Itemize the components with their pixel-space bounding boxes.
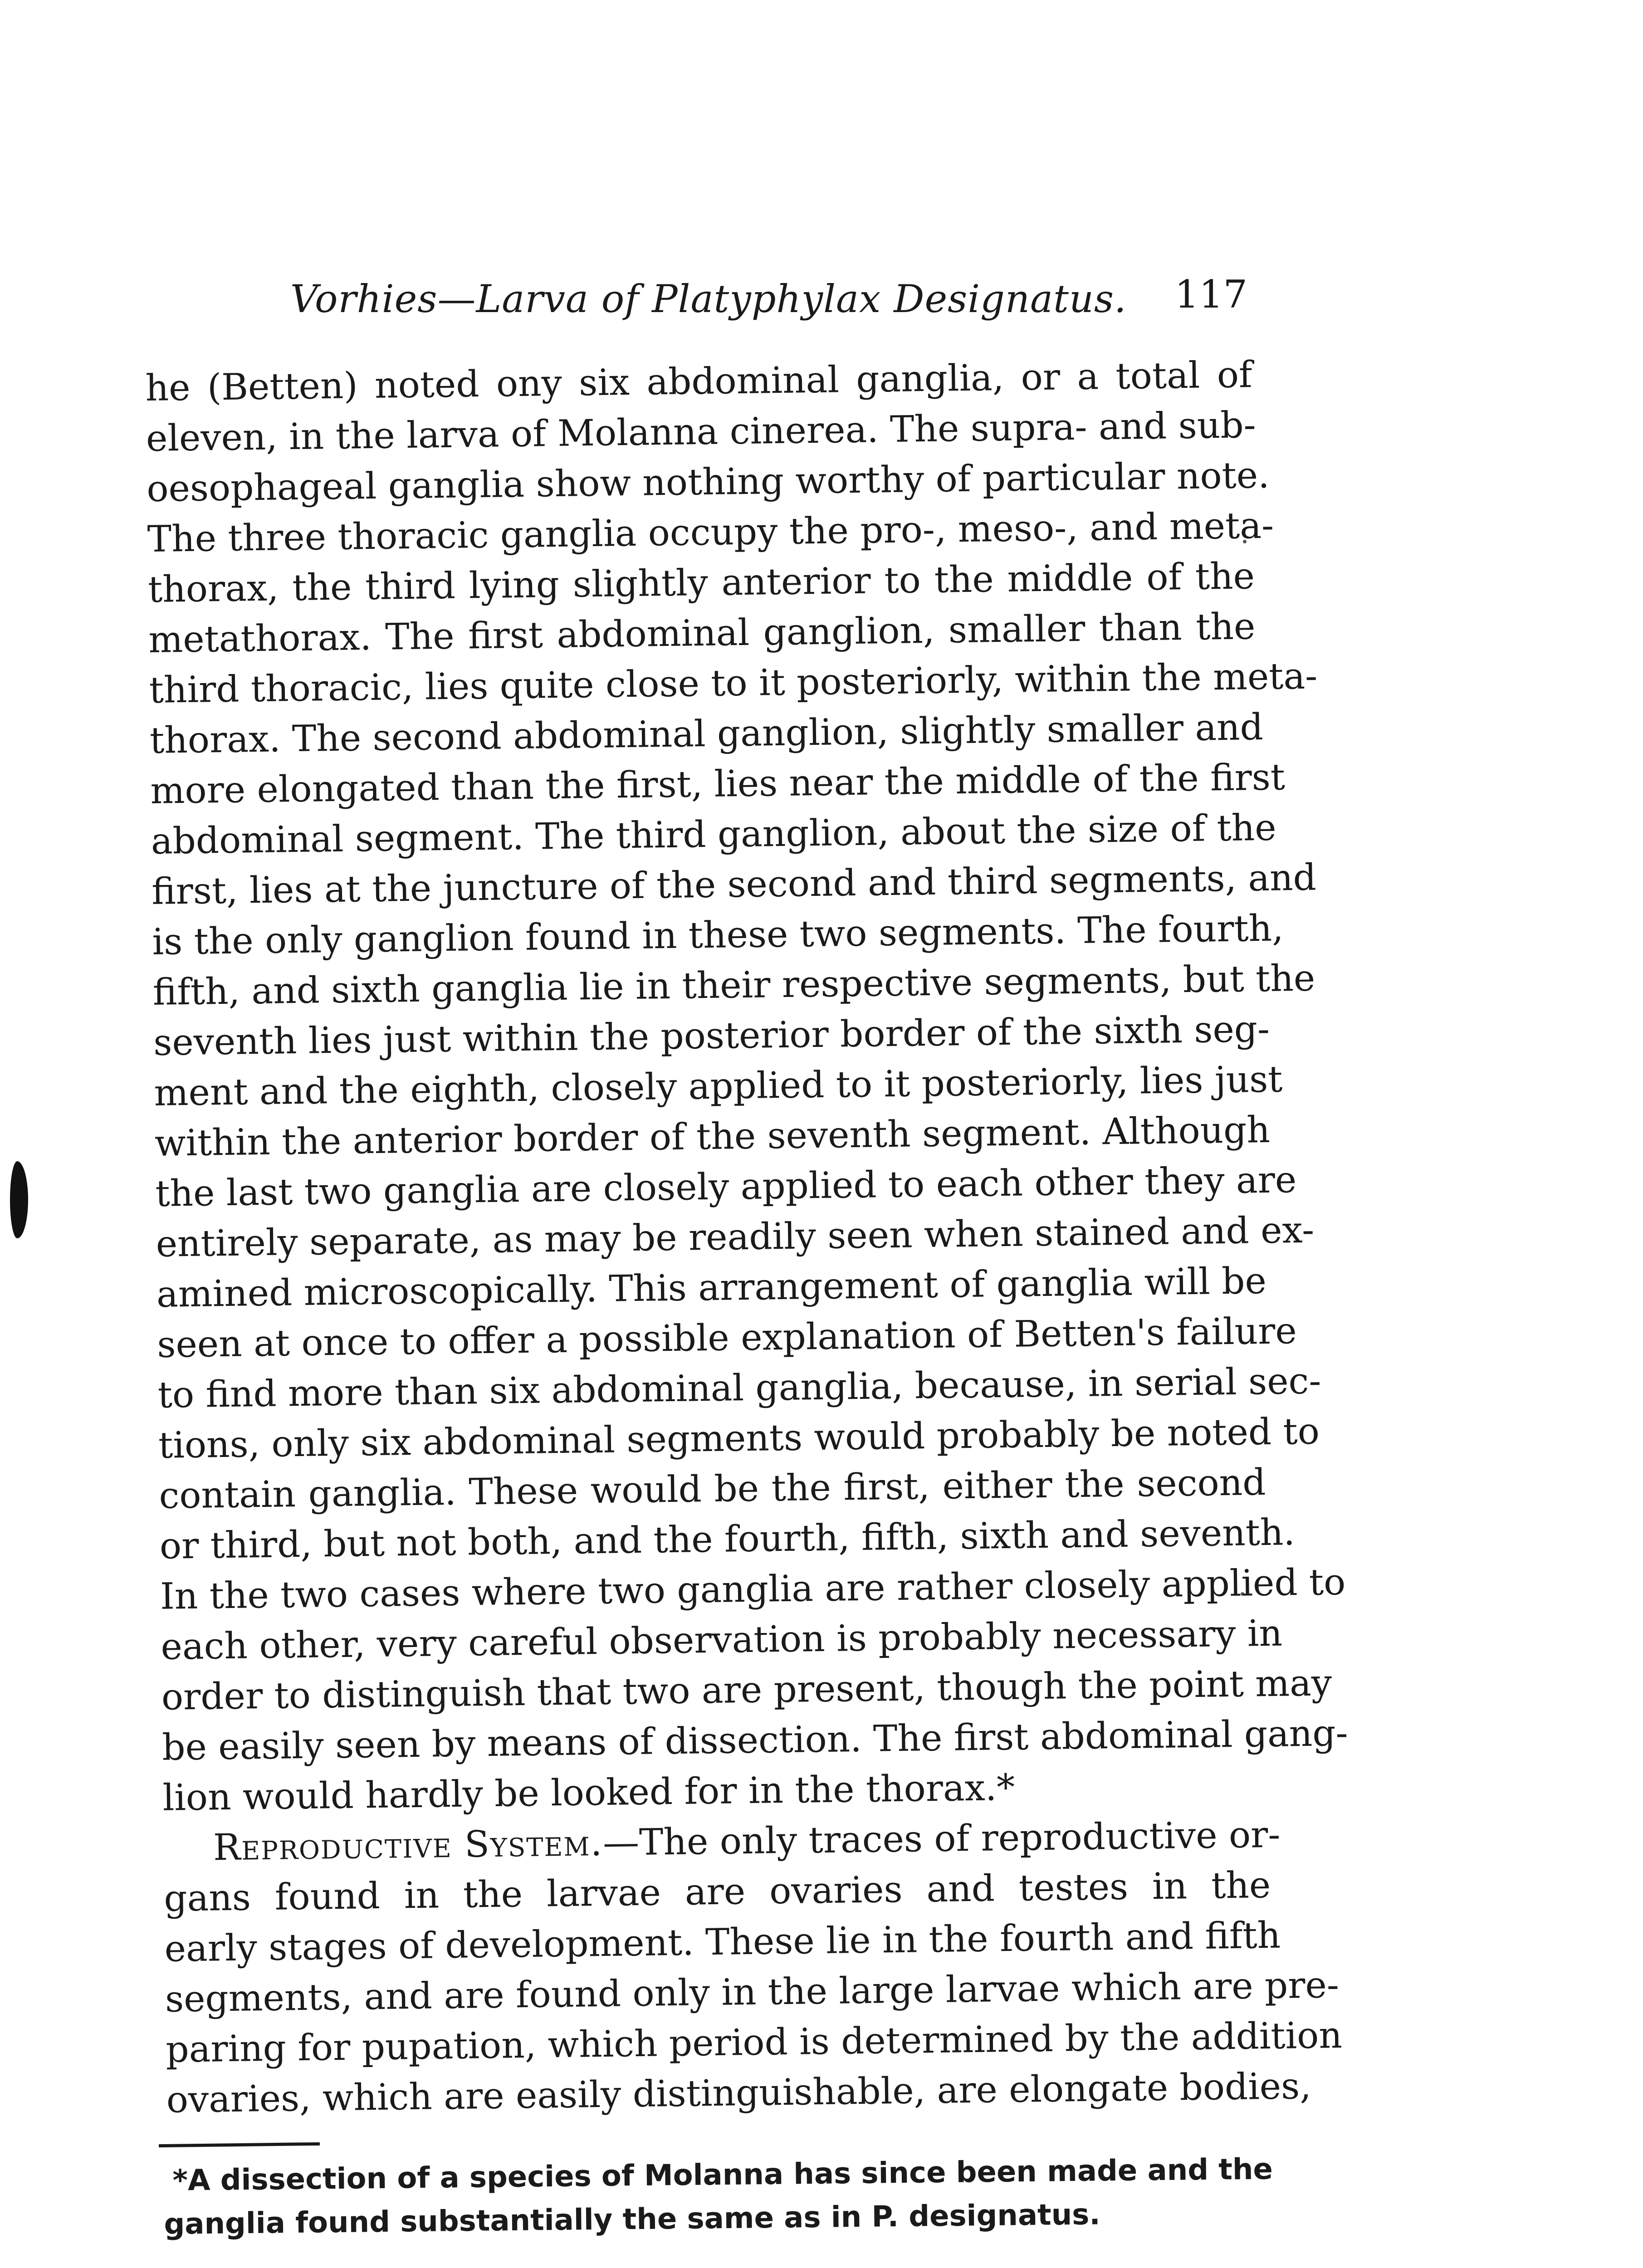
text-line: oesophageal ganglia show nothing worthy of particular note. [146, 454, 1270, 510]
text-line: is the only ganglion found in these two segments. The fourth, [152, 907, 1284, 963]
text-line: within the anterior border of the seventh segment. Although [154, 1108, 1271, 1164]
page-header [290, 272, 1247, 322]
text-line: order to distinguish that two are present, though the point may [161, 1662, 1332, 1718]
text-line: abdominal segment. The third ganglion, about the size of the [151, 806, 1277, 862]
running-head: Vorhies—Larva of Platyphylax Designatus. [290, 277, 1127, 321]
text-line: entirely separate, as may be readily seen when stained and ex- [156, 1208, 1315, 1265]
text-line: seen at once to offer a possible explanation of Betten's failure [156, 1310, 1297, 1366]
body-text [145, 349, 1349, 2125]
text-line: first, lies at the juncture of the second and third segments, and [151, 856, 1317, 913]
footnote-line: *A dissection of a species of Molanna has since been made and the [172, 2152, 1273, 2198]
page-number: 117 [1174, 272, 1247, 317]
binding-smudge [10, 1161, 28, 1238]
footnote [163, 2148, 1273, 2246]
text-line: more elongated than the first, lies near the middle of the first [150, 756, 1286, 812]
section-first-line-text: —The only traces of reproductive or- [602, 1813, 1281, 1864]
text-line: metathorax. The first abdominal ganglion, smaller than the [148, 605, 1256, 661]
section-heading: Reproductive System. [213, 1821, 603, 1869]
text-line: In the two cases where two ganglia are rather closely applied to [160, 1560, 1346, 1618]
text-line: lion would hardly be looked for in the thorax.* [162, 1766, 1015, 1819]
text-line: segments, and are found only in the large larvae which are pre- [165, 1964, 1340, 2020]
text-line: thorax, the third lying slightly anterior to the middle of the [147, 555, 1255, 611]
text-line: The three thoracic ganglia occupy the pro-, meso-, and meta- [147, 504, 1274, 560]
text-line: third thoracic, lies quite close to it posteriorly, within the meta- [149, 655, 1318, 711]
text-line: tions, only six abdominal segments would probably be noted to [158, 1410, 1320, 1466]
text-line: seventh lies just within the posterior border of the sixth seg- [153, 1007, 1270, 1064]
text-line: each other, very careful observation is probably necessary in [161, 1612, 1283, 1668]
text-line: he (Betten) noted ony six abdominal ganglia, or a total of [145, 353, 1253, 409]
text-line: to find more than six abdominal ganglia, because, in serial sec- [157, 1359, 1321, 1416]
text-line: eleven, in the larva of Molanna cinerea. The supra- and sub- [146, 404, 1257, 459]
text-line: contain ganglia. These would be the first, either the second [158, 1461, 1266, 1517]
text-line: thorax. The second abdominal ganglion, slightly smaller and [149, 705, 1264, 762]
text-line: be easily seen by means of dissection. The first abdominal gang- [161, 1711, 1349, 1769]
footnote-line: ganglia found substantially the same as in P. designatus. [164, 2198, 1101, 2241]
text-line: gans found in the larvae are ovaries and testes in the [163, 1863, 1271, 1920]
text-line: paring for pupation, which period is determined by the addition [165, 2014, 1343, 2071]
text-line: ovaries, which are easily distinguishable, are elongate bodies, [166, 2064, 1312, 2121]
footnote-rule [159, 2142, 320, 2147]
text-line: the last two ganglia are closely applied to each other they are [155, 1158, 1297, 1215]
text-line: ment and the eighth, closely applied to it posteriorly, lies just [154, 1058, 1283, 1114]
text-line: amined microscopically. This arrangement of ganglia will be [156, 1259, 1267, 1315]
text-line: fifth, and sixth ganglia lie in their respective segments, but the [152, 957, 1315, 1013]
text-line: early stages of development. These lie in the fourth and fifth [164, 1914, 1281, 1970]
text-line: or third, but not both, and the fourth, fifth, sixth and seventh. [159, 1511, 1296, 1567]
